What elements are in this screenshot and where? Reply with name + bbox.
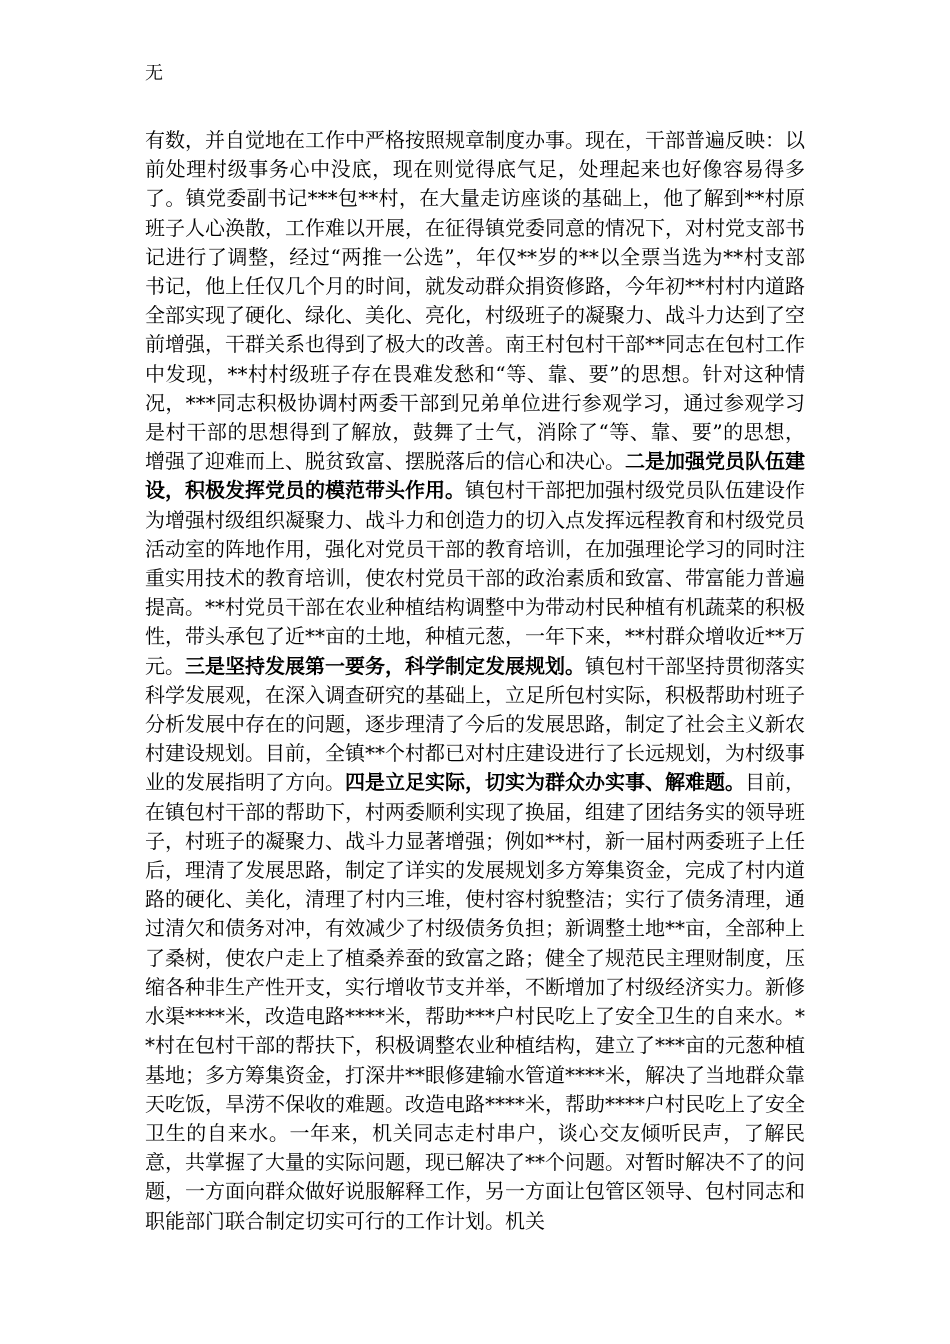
page-header (145, 62, 163, 86)
paragraph-segment: 有数，并自觉地在工作中严格按照规章制度办事。现在，干部普遍反映：以前处理村级事务心中没底，现在则觉得底气足，处理起来也好像容易得多了。镇党委副书记***包**村，在大量走访座谈的基础上，他了解到**村原班子人心涣散，工作难以开展，在征得镇党委同意的情况下，对村党支部书记进行了调整，经过“两推一公选”，年仅**岁的**以全票当选为**村支部书记，他上任仅几个月的时间，就发动群众捐资修路，今年初**村村内道路全部实现了硬化、绿化、美化、亮化，村级班子的凝聚力、战斗力达到了空前增强，干群关系也得到了极大的改善。南王村包村干部**同志在包村工作中发现，**村村级班子存在畏难发愁和“等、靠、要”的思想。针对这种情况，***同志积极协调村两委干部到兄弟单位进行参观学习，通过参观学习是村干部的思想得到了解放，鼓舞了士气，消除了“等、靠、要”的思想，增强了迎难而上、脱贫致富、摆脱落后的信心和决心。 (145, 128, 805, 474)
paragraph-segment: 镇包村干部坚持贯彻落实科学发展观，在深入调查研究的基础上，立足所包村实际，积极帮助村班子分析发展中存在的问题，逐步理清了今后的发展思路，制定了社会主义新农村建设规划。目前，全镇**个村都已对村庄建设进行了长远规划，为村级事业的发展指明了方向。 (145, 653, 805, 795)
heading-point-four: 四是立足实际，切实为群众办实事、解难题。 (345, 770, 745, 795)
header-label: 无 (145, 63, 163, 84)
document-body (145, 126, 805, 1236)
heading-point-two: 二是加强党员队伍建设，积极发挥党员的模范带头作用。 (145, 449, 805, 503)
paragraph-segment: 镇包村干部把加强村级党员队伍建设作为增强村级组织凝聚力、战斗力和创造力的切入点发挥远程教育和村级党员活动室的阵地作用，强化对党员干部的教育培训，在加强理论学习的同时注重实用技术的教育培训，使农村党员干部的政治素质和致富、带富能力普遍提高。**村党员干部在农业种植结构调整中为带动村民种植有机蔬菜的积极性，带头承包了近**亩的土地，种植元葱，一年下来，**村群众增收近**万元。 (145, 478, 805, 678)
paragraph-segment: 目前，在镇包村干部的帮助下，村两委顺利实现了换届，组建了团结务实的领导班子，村班子的凝聚力、战斗力显著增强；例如**村，新一届村两委班子上任后，理清了发展思路，制定了详实的发展规划多方筹集资金，完成了村内道路的硬化、美化，清理了村内三堆，使村容村貌整洁；实行了债务清理，通过清欠和债务对冲，有效减少了村级债务负担；新调整土地**亩，全部种上了桑树，使农户走上了植桑养蚕的致富之路；健全了规范民主理财制度，压缩各种非生产性开支，实行增收节支并举，不断增加了村级经济实力。新修水渠****米，改造电路****米，帮助***户村民吃上了安全卫生的自来水。**村在包村干部的帮扶下，积极调整农业种植结构，建立了***亩的元葱种植基地；多方筹集资金，打深井**眼修建输水管道****米，解决了当地群众靠天吃饭，旱涝不保收的难题。改造电路****米，帮助****户村民吃上了安全卫生的自来水。一年来，机关同志走村串户，谈心交友倾听民声，了解民意，共掌握了大量的实际问题，现已解决了**个问题。对暂时解决不了的问题，一方面向群众做好说服解释工作，另一方面让包管区领导、包村同志和职能部门联合制定切实可行的工作计划。机关 (145, 770, 805, 1233)
heading-point-three: 三是坚持发展第一要务，科学制定发展规划。 (185, 653, 585, 678)
